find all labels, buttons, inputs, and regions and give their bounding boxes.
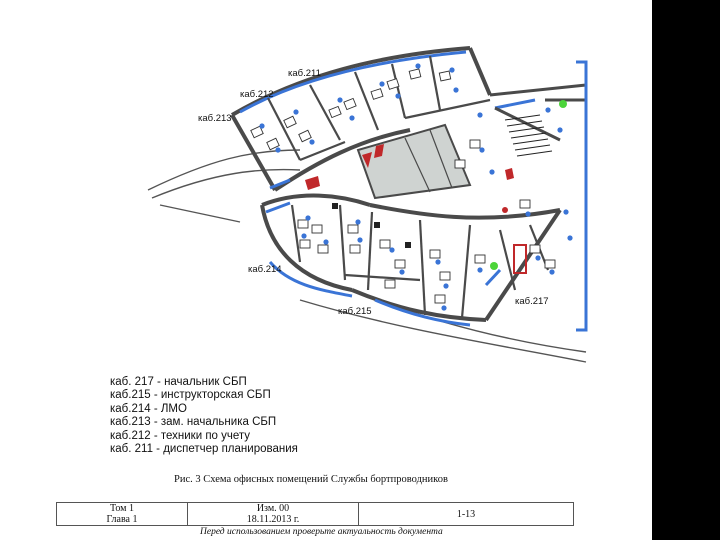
legend-item: каб. 211 - диспетчер планирования (110, 443, 298, 456)
document-footer-table (56, 502, 574, 526)
footer-chapter: Глава 1 (106, 514, 138, 525)
legend-item: каб.215 - инструкторская СБП (110, 389, 271, 402)
legend-item: каб.213 - зам. начальника СБП (110, 416, 277, 429)
footer-revision: Изм. 00 (256, 503, 290, 514)
footer-note: Перед использованием проверьте актуальность документа (200, 527, 443, 537)
room-label-211: каб.211 (288, 68, 321, 79)
footer-page-number: 1-13 (359, 503, 574, 526)
room-legend (110, 376, 298, 456)
legend-item: каб.212 - техники по учету (110, 429, 251, 442)
footer-revision-date (188, 503, 359, 526)
room-label-215: каб.215 (338, 306, 372, 317)
legend-item: каб.214 - ЛМО (110, 402, 187, 415)
room-label-217: каб.217 (515, 296, 549, 307)
room-label-214: каб.214 (248, 264, 282, 275)
room-label-212: каб.212 (240, 89, 274, 100)
legend-item: каб. 217 - начальник СБП (110, 376, 247, 388)
side-bar (652, 0, 720, 540)
footer-volume: Том 1 (110, 503, 134, 514)
figure-caption: Рис. 3 Схема офисных помещений Службы бортпроводников (174, 474, 448, 485)
room-label-213: каб.213 (198, 113, 232, 124)
footer-volume-chapter (57, 503, 188, 526)
footer-date: 18.11.2013 г. (246, 514, 300, 525)
